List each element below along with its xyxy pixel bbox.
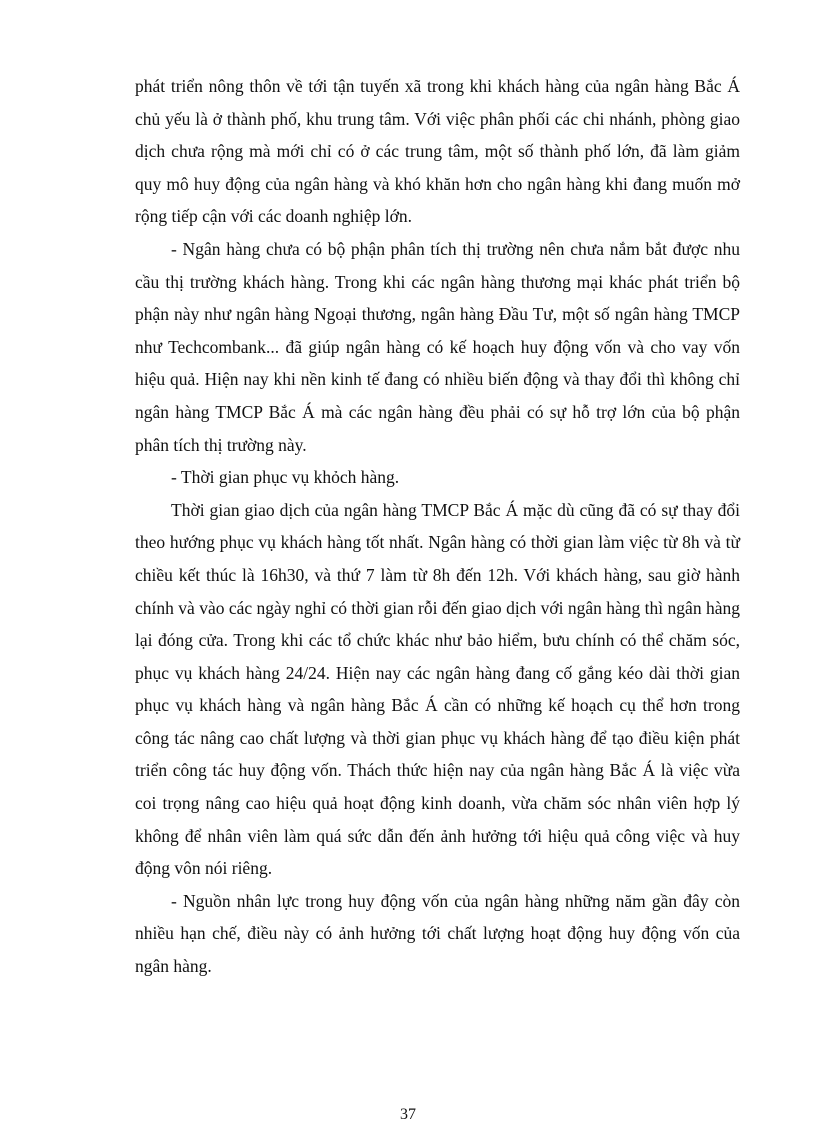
page-number: 37 [400,1106,416,1123]
paragraph-service-time-heading: - Thời gian phục vụ khỏch hàng. [171,467,400,488]
paragraph-service-time: Thời gian giao dịch của ngân hàng TMCP Bắc Á mặc dù cũng đã có sự thay đổi theo hướng phục vụ khách hàng tốt nhất. Ngân hàng có thời gian làm việc từ 8h và từ chiều kết thúc là 16h30, và thứ 7 làm từ 8h đến 12h. Với khách hàng, sau giờ hành chính và vào các ngày nghỉ có thời gian rỗi đến giao dịch với ngân hàng thì ngân hàng lại đóng cửa. Trong khi các tổ chức khác như bảo hiểm, bưu chính có thể chăm sóc, phục vụ khách hàng 24/24. Hiện nay các ngân hàng đang cố gắng kéo dài thời gian phục vụ khách hàng và ngân hàng Bắc Á cần có những kế hoạch cụ thể hơn trong công tác nâng cao chất lượng và thời gian phục vụ khách hàng để tạo điều kiện phát triển công tác huy động vốn. Thách thức hiện nay của ngân hàng Bắc Á là việc vừa coi trọng nâng cao hiệu quả hoạt động kinh doanh, vừa chăm sóc nhân viên hợp lý không để nhân viên làm quá sức dẫn đến ảnh hưởng tới hiệu quả công việc và huy động vôn nói riêng. [135,499,740,879]
paragraph-human-resources: - Nguồn nhân lực trong huy động vốn của ngân hàng những năm gần đây còn nhiều hạn chế, điều này có ảnh hưởng tới chất lượng hoạt động huy động vốn của ngân hàng. [135,890,740,977]
paragraph-market-analysis: - Ngân hàng chưa có bộ phận phân tích thị trường nên chưa nắm bắt được nhu cầu thị trường khách hàng. Trong khi các ngân hàng thương mại khác phát triển bộ phận này như ngân hàng Ngoại thương, ngân hàng Đầu Tư, một số ngân hàng TMCP như Techcombank... đã giúp ngân hàng có kế hoạch huy động vốn và cho vay vốn hiệu quả. Hiện nay khi nền kinh tế đang có nhiều biến động và thay đổi thì không chỉ ngân hàng TMCP Bắc Á mà các ngân hàng đều phải có sự hỗ trợ lớn của bộ phận phân tích thị trường này. [135,238,740,455]
paragraph-continued: phát triển nông thôn về tới tận tuyến xã trong khi khách hàng của ngân hàng Bắc Á chủ yếu là ở thành phố, khu trung tâm. Với việc phân phối các chi nhánh, phòng giao dịch chưa rộng mà mới chỉ có ở các trung tâm, một số thành phố lớn, đã làm giảm quy mô huy động của ngân hàng và khó khăn hơn cho ngân hàng khi đang muốn mở rộng tiếp cận với các doanh nghiệp lớn. [135,76,740,227]
document-body [135,70,740,983]
